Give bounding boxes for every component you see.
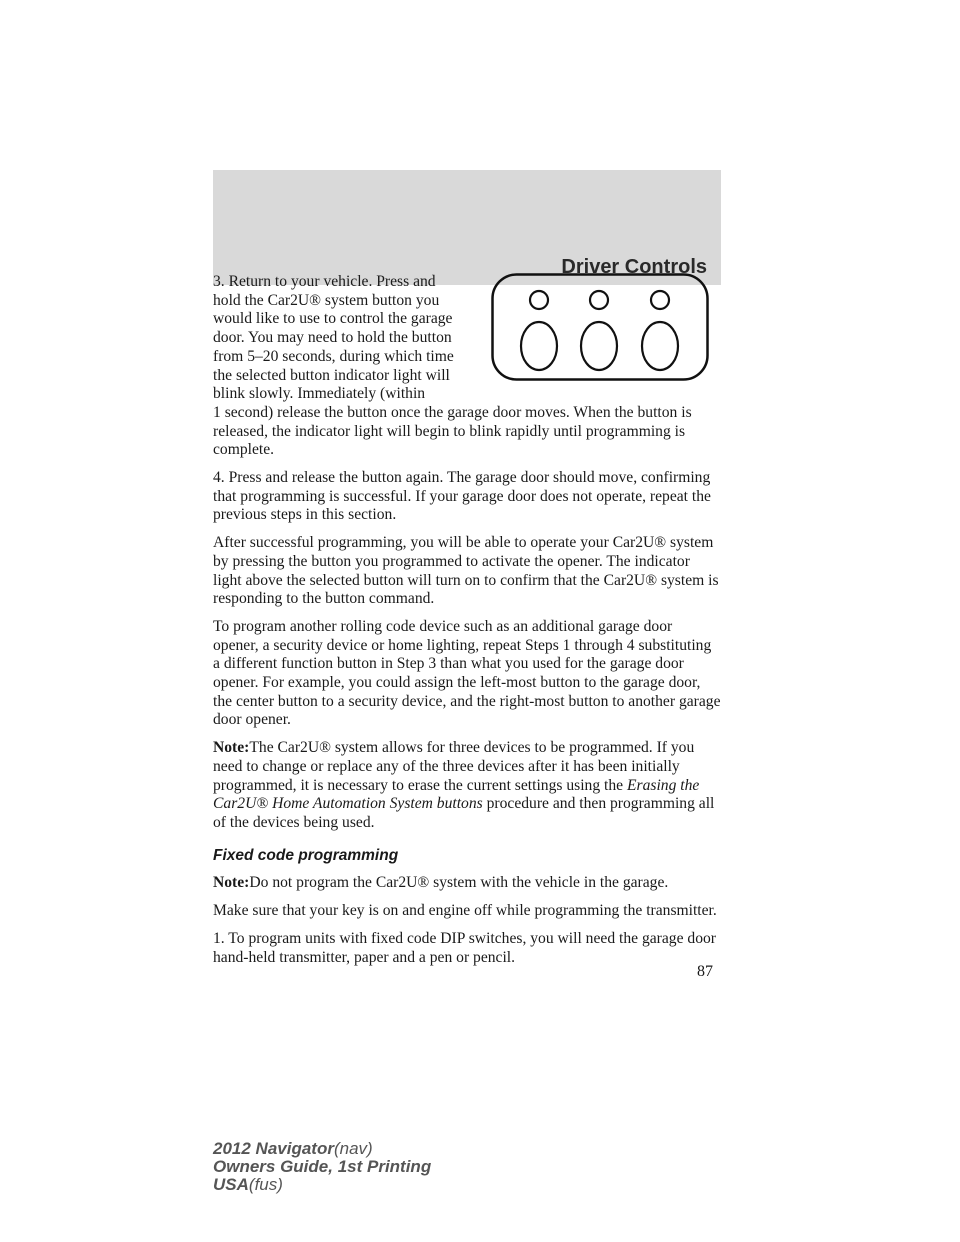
footer-line-2: Owners Guide, 1st Printing	[213, 1157, 432, 1176]
note-label: Note:	[213, 739, 250, 757]
footer-line-1	[213, 1140, 431, 1158]
section-header-band	[213, 170, 721, 285]
footer-model-code: (nav)	[333, 1139, 373, 1158]
fixed-code-subheading: Fixed code programming	[213, 846, 399, 864]
page-number: 87	[697, 963, 713, 980]
note-text-b: procedure and then programming all of the devices being used.	[213, 795, 715, 831]
document-footer	[213, 1140, 431, 1194]
footer-region-code: (fus)	[248, 1175, 283, 1194]
note-garage	[213, 874, 721, 893]
footer-line-3	[213, 1176, 431, 1194]
page-content	[213, 273, 721, 976]
key-on-paragraph: Make sure that your key is on and engine off while programming the transmitter.	[213, 902, 717, 920]
note-label: Note:	[213, 874, 250, 892]
note-text-a: The Car2U® system allows for three devices to be programmed. If you need to change or replace any of the three devices after it has been initially programmed, it is necessary to erase the current settings using the	[213, 739, 695, 794]
step-3-continuation: 1 second) release the button once the garage door moves. When the button is released, the indicator light will begin to blink rapidly until programming is complete.	[213, 403, 692, 459]
after-programming-paragraph: After successful programming, you will be able to operate your Car2U® system by pressing the button you programmed to activate the opener. The indicator light above the selected button will turn on to confirm that the Car2U® system is responding to the button command.	[213, 534, 719, 608]
rolling-code-paragraph: To program another rolling code device such as an additional garage door opener, a security device or home lighting, repeat Steps 1 through 4 substituting a different function button in Step 3 than what you used for the garage door opener. For example, you could assign the left-most button to the garage door, the center button to a security device, and the right-most button to another garage door opener.	[213, 617, 721, 729]
note-garage-text: Do not program the Car2U® system with the vehicle in the garage.	[249, 874, 669, 892]
note-three-devices	[213, 739, 721, 833]
section-title: Driver Controls	[561, 256, 707, 278]
footer-model: 2012 Navigator	[213, 1139, 334, 1158]
step-3-paragraph: 3. Return to your vehicle. Press and hold the Car2U® system button you would like to use to control the garage door. You may need to hold the button from 5–20 seconds, during which time the selected button indicator light will blink slowly. Immediately (within	[213, 273, 454, 403]
note-italic-reference: Erasing the Car2U® Home Automation System buttons	[213, 776, 700, 813]
footer-region: USA	[213, 1175, 249, 1194]
fixed-step-1-paragraph: 1. To program units with fixed code DIP switches, you will need the garage door hand-held transmitter, paper and a pen or pencil.	[213, 929, 716, 966]
step-4-paragraph: 4. Press and release the button again. The garage door should move, confirming that programming is successful. If your garage door does not operate, repeat the previous steps in this section.	[213, 469, 711, 524]
